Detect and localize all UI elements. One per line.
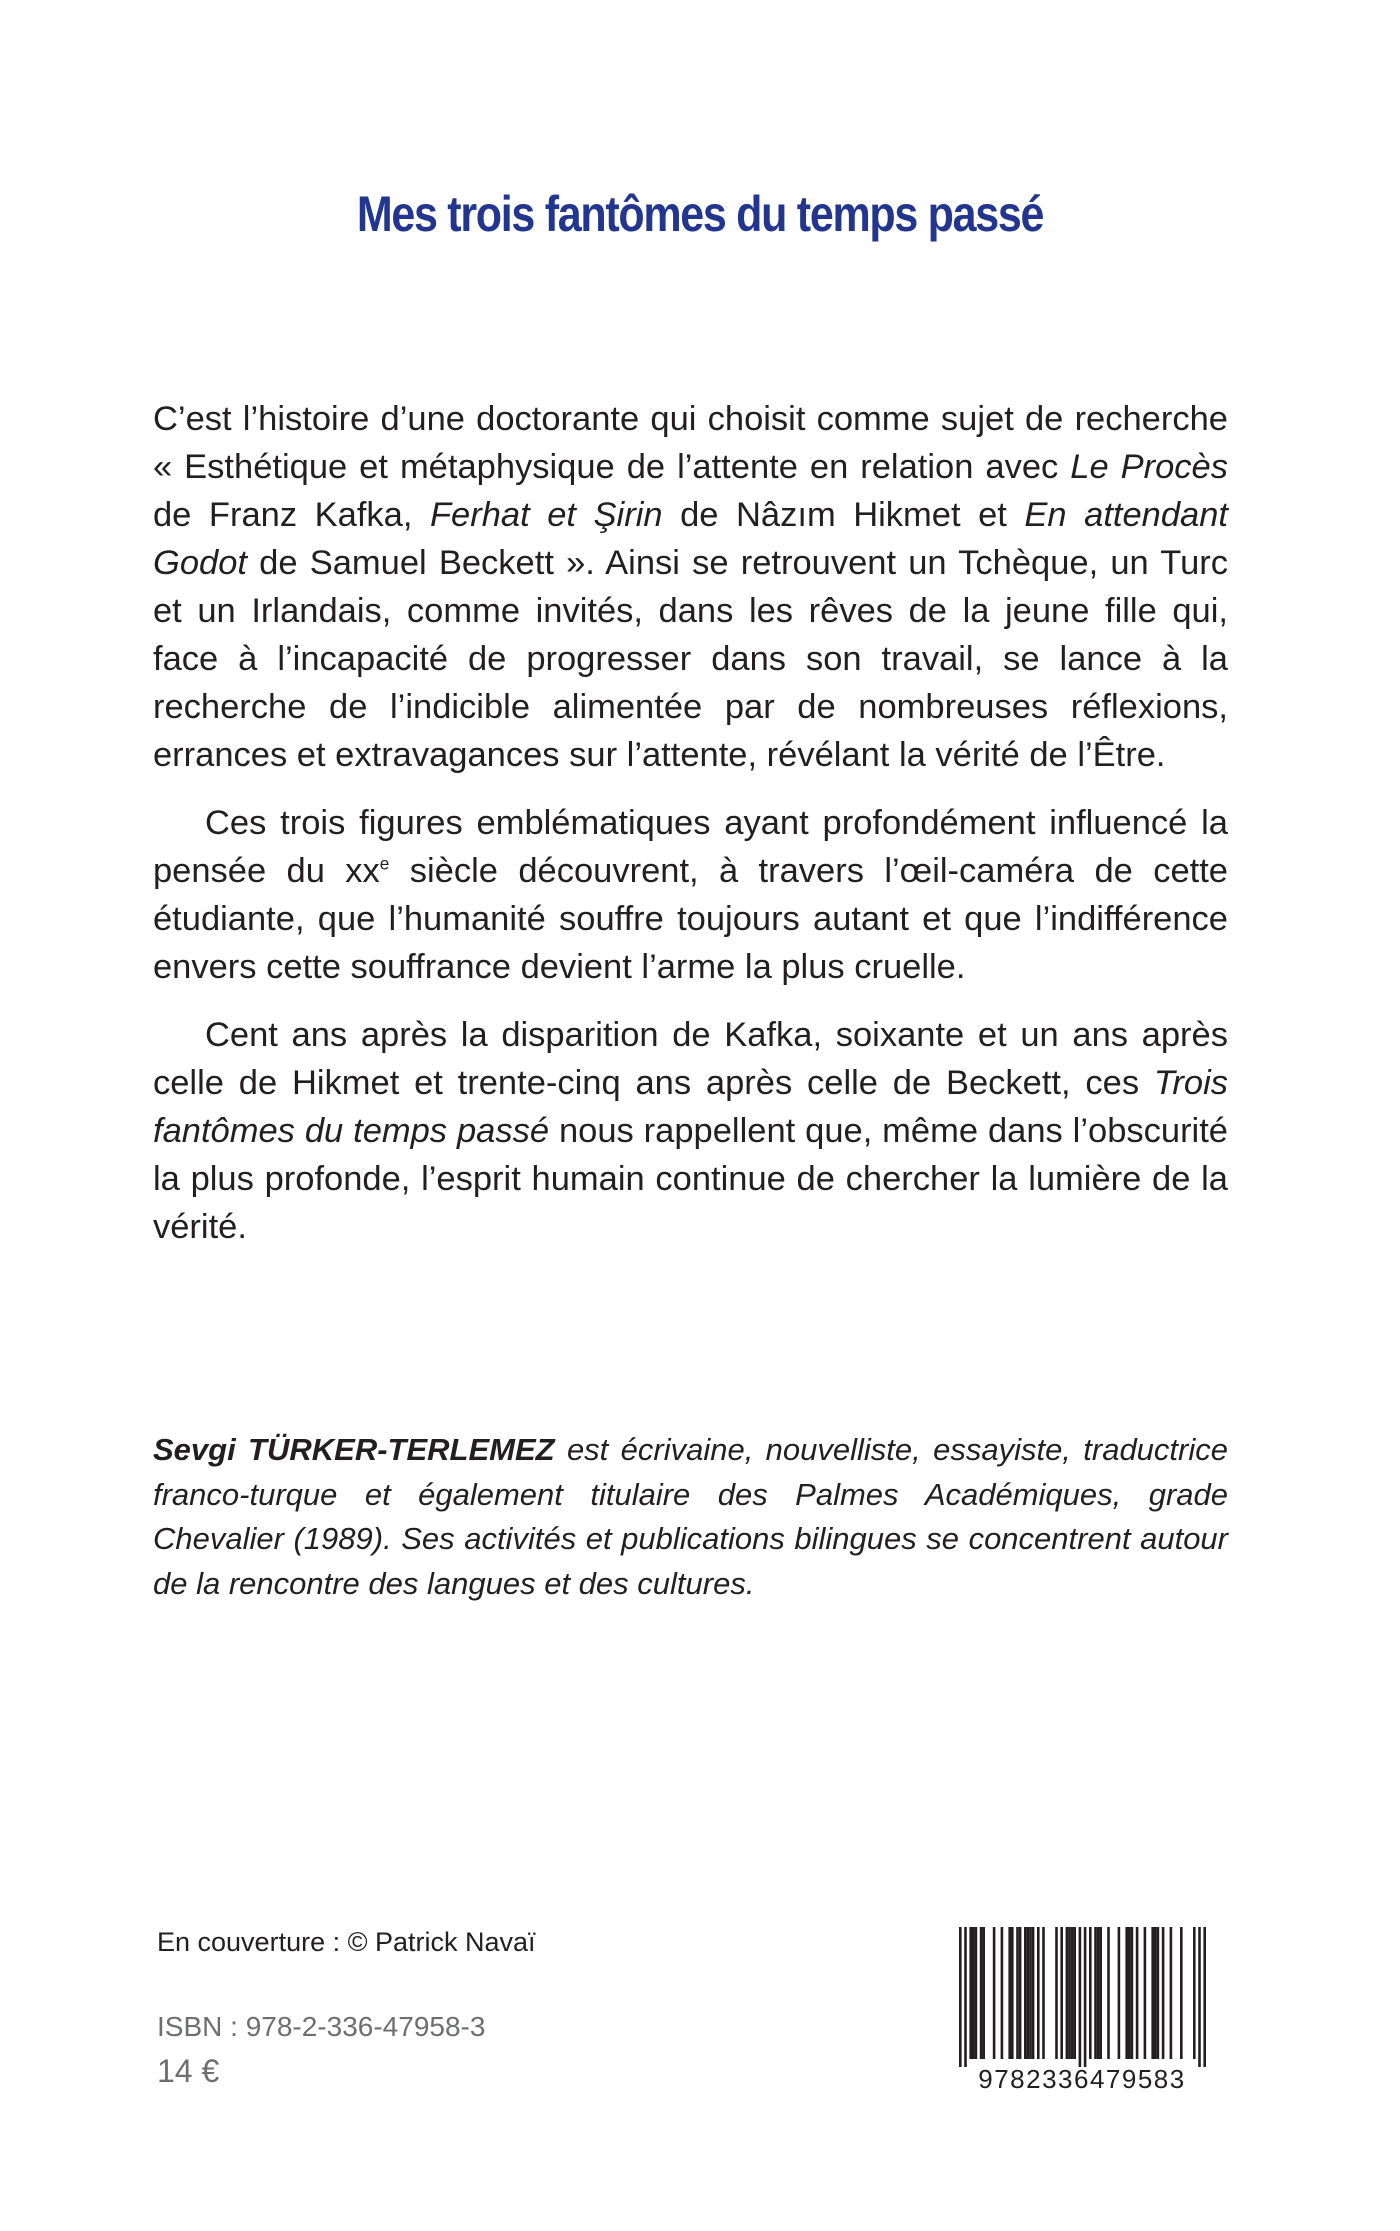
barcode-bar (982, 1927, 985, 2059)
author-bio (153, 1428, 1228, 1606)
barcode-digits: 9782336479583 (978, 2064, 1186, 2094)
isbn: ISBN : 978-2-336-47958-3 (157, 2011, 486, 2042)
barcode-bar (1198, 1927, 1201, 2067)
barcode-bar (1094, 1927, 1097, 2059)
barcode-bar (1068, 1927, 1071, 2059)
summary-p1-italic-3: En attendant Godot (153, 496, 1229, 582)
barcode-bar (1001, 1927, 1004, 2059)
barcode-bar (1193, 1927, 1196, 2059)
summary-p1-italic-1: Le Procès (1070, 448, 1228, 486)
summary-p3-text-1: Cent ans après la disparition de Kafka, soixante et un ans après celle de Hikmet et trente-cinq ans après celle de Beckett, ces (153, 1016, 1228, 1102)
author-name: Sevgi TÜRKER-TERLEMEZ (153, 1432, 555, 1467)
barcode-bar (969, 1927, 972, 2059)
summary-p1-text-1: C’est l’histoire d’une doctorante qui choisit comme sujet de recherche « Esthétique et métaphysique de l’attente en relation avec (153, 400, 1228, 486)
barcode-bar (1180, 1927, 1183, 2059)
barcode-bar (1136, 1927, 1139, 2059)
barcode-bar (964, 1927, 967, 2067)
book-title: Mes trois fantômes du temps passé (356, 186, 1044, 242)
summary-p2-text-2: siècle découvrent, à travers l’œil-caméra de cette étudiante, que l’humanité souffre toujours autant et que l’indifférence envers cette souffrance devient l’arme la plus cruelle. (153, 852, 1228, 986)
summary-paragraph-3 (153, 1011, 1228, 1251)
book-summary (153, 395, 1228, 1251)
barcode-bar (1162, 1927, 1165, 2059)
barcode-bar (1154, 1927, 1157, 2059)
summary-p1-italic-2: Ferhat et Şirin (429, 496, 663, 534)
summary-p2-text-1: Ces trois figures emblématiques ayant profondément influencé la pensée du xx (153, 804, 1228, 890)
barcode-bar (1089, 1927, 1092, 2059)
author-bio-text: est écrivaine, nouvelliste, essayiste, traductrice franco-turque et également titulaire des Palmes Académiques, grade Chevalier (1989). Ses activités et publications bilingues se concentrent autour de la rencontre des langues et des cultures. (153, 1432, 1228, 1601)
barcode-bar (1037, 1927, 1040, 2059)
summary-p1-text-3: de Nâzım Hikmet et (662, 496, 1025, 534)
summary-p3-text-2: nous rappellent que, même dans l’obscurité la plus profonde, l’esprit humain continue de chercher la lumière de la vérité. (153, 1112, 1228, 1246)
barcode-bar (1055, 1927, 1058, 2059)
barcode-bar (1099, 1927, 1102, 2059)
summary-p1-text-4: de Samuel Beckett ». Ainsi se retrouvent un Tchèque, un Turc et un Irlandais, comme invités, dans les rêves de la jeune fille qui, face à l’incapacité de progresser dans son travail, se lance à la recherche de l’indicible alimentée par de nombreuses réflexions, errances et extravagances sur l’attente, révélant la vérité de l’Être. (153, 544, 1228, 774)
barcode-bar (1016, 1927, 1019, 2059)
barcode-bar (975, 1927, 978, 2059)
barcode-bar (959, 1927, 962, 2067)
barcode-bar (1170, 1927, 1173, 2059)
barcode-bar (1203, 1927, 1206, 2067)
barcode-bar (1071, 1927, 1074, 2059)
barcode-bar (1027, 1927, 1030, 2059)
barcode-bar (1066, 1927, 1069, 2059)
barcode-bar (1060, 1927, 1063, 2059)
barcode-bar (1042, 1927, 1045, 2059)
barcode-bar (1079, 1927, 1082, 2067)
barcode-bar (1151, 1927, 1154, 2059)
barcode-bar (972, 1927, 975, 2059)
barcode-bar (1019, 1927, 1022, 2059)
barcode-bar (1128, 1927, 1131, 2059)
barcode-bar (1024, 1927, 1027, 2059)
barcode-bar (1125, 1927, 1128, 2059)
barcode-bar (993, 1927, 996, 2059)
summary-paragraph-2 (153, 799, 1228, 991)
barcode-bar (1131, 1927, 1134, 2059)
barcode-bar (1084, 1927, 1087, 2067)
summary-p1-text-2: de Franz Kafka, (153, 496, 430, 534)
century-superscript: e (379, 853, 390, 874)
ean13-barcode-icon (945, 1925, 1220, 2095)
barcode-bar (1107, 1927, 1110, 2059)
price: 14 € (157, 2053, 220, 2089)
barcode-bar (1144, 1927, 1147, 2059)
barcode-bar (1008, 1927, 1011, 2059)
barcode-bar (1118, 1927, 1121, 2059)
barcode-bar (980, 1927, 983, 2059)
barcode-bar (1032, 1927, 1035, 2059)
summary-p3-italic-1: Trois fantômes du temps passé (153, 1064, 1228, 1150)
barcode-bar (1011, 1927, 1014, 2059)
barcode-bar (1073, 1927, 1076, 2059)
barcode-bar (1157, 1927, 1160, 2059)
barcode-graphic (945, 1925, 1220, 2095)
cover-credit: En couverture : © Patrick Navaï (157, 1927, 536, 1957)
barcode-bar (1029, 1927, 1032, 2059)
summary-paragraph-1 (153, 395, 1228, 779)
barcode-bar (1097, 1927, 1100, 2059)
